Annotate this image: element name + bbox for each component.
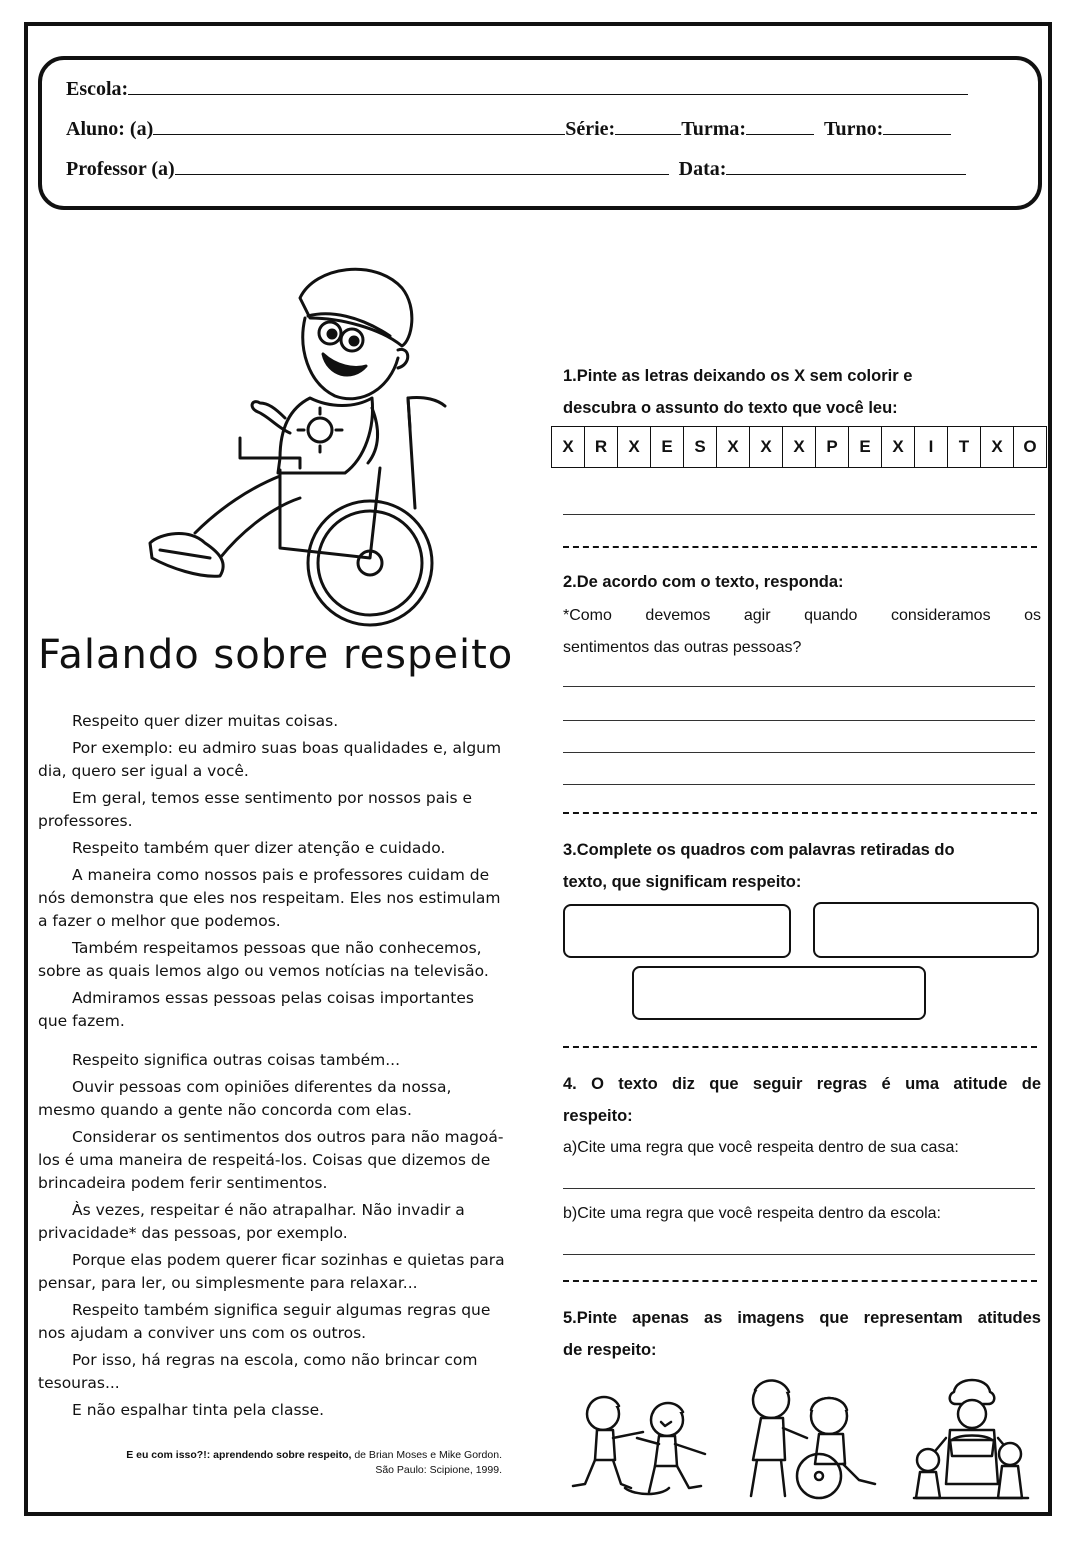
letter-cell[interactable]: E bbox=[849, 427, 882, 468]
children-fighting-image[interactable] bbox=[565, 1388, 717, 1500]
q4-item-b: b)Cite uma regra que você respeita dentro da escola: bbox=[563, 1205, 941, 1222]
aluno-label: Aluno: (a) bbox=[66, 118, 154, 140]
q3-title-line2: texto, que significam respeito: bbox=[563, 873, 802, 891]
escola-label: Escola: bbox=[66, 78, 129, 100]
professor-field[interactable] bbox=[175, 156, 669, 175]
professor-row bbox=[66, 156, 966, 181]
letter-cell[interactable]: X bbox=[618, 427, 651, 468]
q2-question-line2: sentimentos das outras pessoas? bbox=[563, 639, 802, 656]
child-helping-wheelchair-image[interactable] bbox=[735, 1376, 885, 1502]
letter-cell[interactable]: X bbox=[750, 427, 783, 468]
section-divider bbox=[563, 1280, 1037, 1282]
section-divider bbox=[563, 546, 1037, 548]
turno-field[interactable] bbox=[883, 116, 951, 135]
aluno-field[interactable] bbox=[153, 116, 565, 135]
q1-title-line2: descubra o assunto do texto que você leu: bbox=[563, 399, 898, 417]
story-paragraph: Respeito também quer dizer atenção e cuidado. bbox=[72, 839, 446, 857]
turma-field[interactable] bbox=[746, 116, 814, 135]
q2-question-line1: *Como devemos agir quando consideramos os bbox=[563, 607, 1041, 624]
letter-cell[interactable]: X bbox=[552, 427, 585, 468]
q4-answer-line[interactable] bbox=[563, 1188, 1035, 1189]
letter-cell[interactable]: T bbox=[948, 427, 981, 468]
story-paragraph: A maneira como nossos pais e professores cuidam de nós demonstra que eles nos respeitam. Eles nos estimulam a fazer o melhor que podemos. bbox=[38, 866, 501, 930]
story-paragraph: Em geral, temos esse sentimento por nossos pais e professores. bbox=[38, 789, 473, 830]
credit-authors: de Brian Moses e Mike Gordon. bbox=[351, 1449, 502, 1461]
letter-cell[interactable]: X bbox=[717, 427, 750, 468]
letter-cell[interactable]: E bbox=[651, 427, 684, 468]
story-paragraph: Ouvir pessoas com opiniões diferentes da nossa, mesmo quando a gente não concorda com elas. bbox=[38, 1078, 452, 1119]
q4-title-line2: respeito: bbox=[563, 1107, 633, 1125]
q2-title: 2.De acordo com o texto, responda: bbox=[563, 573, 844, 591]
data-field[interactable] bbox=[726, 156, 966, 175]
q3-title-line1: 3.Complete os quadros com palavras retiradas do bbox=[563, 841, 955, 859]
serie-label: Série: bbox=[565, 118, 616, 140]
q4-answer-line[interactable] bbox=[563, 1254, 1035, 1255]
escola-row bbox=[66, 76, 968, 101]
credit-publisher: São Paulo: Scipione, 1999. bbox=[375, 1464, 502, 1476]
aluno-row bbox=[66, 116, 951, 141]
story-paragraph: Porque elas podem querer ficar sozinhas e quietas para pensar, para ler, ou simplesmente para relaxar... bbox=[38, 1251, 505, 1292]
letter-cell[interactable]: O bbox=[1014, 427, 1047, 468]
student-info-header bbox=[38, 56, 1042, 210]
answer-box[interactable] bbox=[813, 902, 1039, 958]
q2-answer-line[interactable] bbox=[563, 686, 1035, 687]
story-paragraph: Por exemplo: eu admiro suas boas qualidades e, algum dia, quero ser igual a você. bbox=[38, 739, 502, 780]
q5-title-line2: de respeito: bbox=[563, 1341, 657, 1359]
story-paragraph: Respeito quer dizer muitas coisas. bbox=[72, 712, 339, 730]
turma-label: Turma: bbox=[681, 118, 747, 140]
letter-cell[interactable]: X bbox=[783, 427, 816, 468]
escola-field[interactable] bbox=[128, 76, 968, 95]
page-title: Falando sobre respeito bbox=[38, 632, 514, 678]
letter-cell[interactable]: S bbox=[684, 427, 717, 468]
story-paragraph: Considerar os sentimentos dos outros para não magoá-los é uma maneira de respeitá-los. Coisas que dizemos de brincadeira podem ferir sentimentos. bbox=[38, 1128, 504, 1192]
credit-book: E eu com isso?!: aprendendo sobre respeito, bbox=[126, 1449, 352, 1461]
q2-answer-line[interactable] bbox=[563, 720, 1035, 721]
section-divider bbox=[563, 1046, 1037, 1048]
section-divider bbox=[563, 812, 1037, 814]
q1-answer-line[interactable] bbox=[563, 514, 1035, 515]
data-label: Data: bbox=[678, 158, 727, 180]
letter-cell[interactable]: P bbox=[816, 427, 849, 468]
source-credit bbox=[126, 1448, 502, 1478]
story-paragraph: Admiramos essas pessoas pelas coisas importantes que fazem. bbox=[38, 989, 474, 1030]
answer-box[interactable] bbox=[632, 966, 926, 1020]
q2-answer-line[interactable] bbox=[563, 752, 1035, 753]
letter-cell[interactable]: R bbox=[585, 427, 618, 468]
family-with-cake-image[interactable] bbox=[906, 1374, 1036, 1504]
story-paragraph: Por isso, há regras na escola, como não brincar com tesouras... bbox=[38, 1351, 478, 1392]
boy-wheelchair-illustration bbox=[140, 258, 460, 628]
story-paragraph: E não espalhar tinta pela classe. bbox=[72, 1401, 325, 1419]
q5-title-line1: 5.Pinte apenas as imagens que representam atitudes bbox=[563, 1309, 1041, 1327]
story-paragraph: Também respeitamos pessoas que não conhecemos, sobre as quais lemos algo ou vemos notícias na televisão. bbox=[38, 939, 489, 980]
q2-answer-line[interactable] bbox=[563, 784, 1035, 785]
q4-title-line1: 4. O texto diz que seguir regras é uma atitude de bbox=[563, 1075, 1041, 1093]
letter-cell[interactable]: X bbox=[981, 427, 1014, 468]
q4-item-a: a)Cite uma regra que você respeita dentro de sua casa: bbox=[563, 1139, 959, 1156]
turno-label: Turno: bbox=[824, 118, 884, 140]
letter-grid bbox=[551, 426, 1047, 468]
q1-title-line1: 1.Pinte as letras deixando os X sem colorir e bbox=[563, 367, 913, 385]
letter-cell[interactable]: I bbox=[915, 427, 948, 468]
letter-cell[interactable]: X bbox=[882, 427, 915, 468]
answer-box[interactable] bbox=[563, 904, 791, 958]
story-paragraph: Respeito também significa seguir algumas regras que nos ajudam a conviver uns com os outros. bbox=[38, 1301, 491, 1342]
serie-field[interactable] bbox=[615, 116, 681, 135]
professor-label: Professor (a) bbox=[66, 158, 175, 180]
story-text bbox=[38, 710, 508, 1422]
story-paragraph: Às vezes, respeitar é não atrapalhar. Não invadir a privacidade* das pessoas, por exemplo. bbox=[38, 1201, 465, 1242]
story-paragraph: Respeito significa outras coisas também... bbox=[72, 1051, 400, 1069]
